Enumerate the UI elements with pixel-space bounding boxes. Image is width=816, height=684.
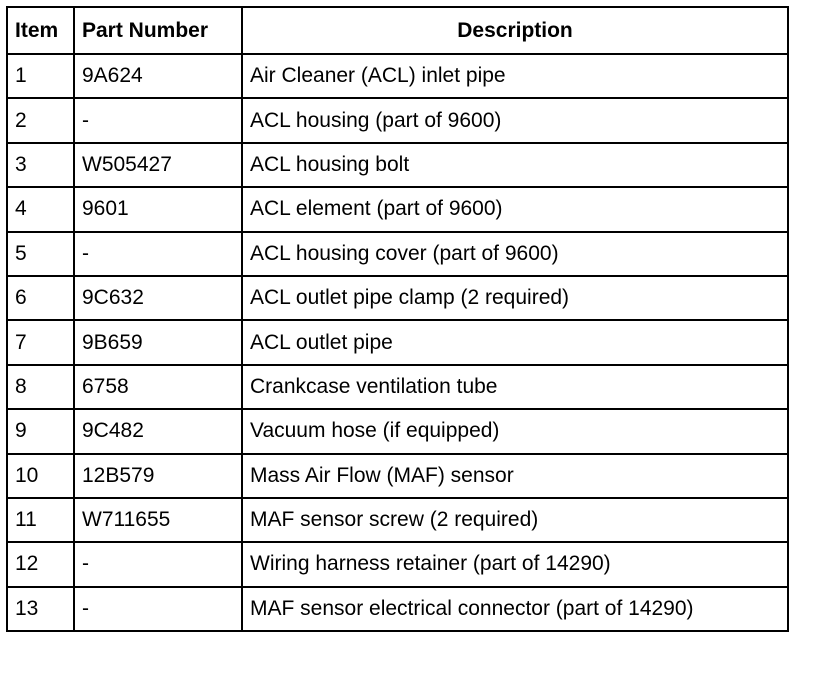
table-row: [7, 143, 788, 187]
cell-part-number: 12B579: [74, 454, 242, 498]
cell-part-number: W505427: [74, 143, 242, 187]
cell-description: Crankcase ventilation tube: [242, 365, 788, 409]
cell-part-number: 9C632: [74, 276, 242, 320]
cell-part-number: -: [74, 232, 242, 276]
cell-item: 1: [7, 54, 74, 98]
cell-item: 3: [7, 143, 74, 187]
cell-description: ACL housing cover (part of 9600): [242, 232, 788, 276]
cell-description: MAF sensor electrical connector (part of 14290): [242, 587, 788, 631]
table-row: [7, 320, 788, 364]
cell-item: 10: [7, 454, 74, 498]
table-row: [7, 587, 788, 631]
header-description: Description: [242, 7, 788, 54]
cell-item: 13: [7, 587, 74, 631]
cell-description: MAF sensor screw (2 required): [242, 498, 788, 542]
cell-part-number: W711655: [74, 498, 242, 542]
cell-description: ACL housing (part of 9600): [242, 98, 788, 142]
cell-item: 4: [7, 187, 74, 231]
cell-item: 6: [7, 276, 74, 320]
table-header: [7, 7, 788, 54]
cell-part-number: 9A624: [74, 54, 242, 98]
cell-description: ACL outlet pipe: [242, 320, 788, 364]
table-row: [7, 98, 788, 142]
parts-table: [6, 6, 789, 632]
table-row: [7, 232, 788, 276]
cell-description: Vacuum hose (if equipped): [242, 409, 788, 453]
cell-item: 5: [7, 232, 74, 276]
cell-part-number: -: [74, 542, 242, 586]
cell-item: 7: [7, 320, 74, 364]
cell-description: ACL outlet pipe clamp (2 required): [242, 276, 788, 320]
table-row: [7, 409, 788, 453]
table-row: [7, 276, 788, 320]
table-body: [7, 54, 788, 631]
table-row: [7, 454, 788, 498]
table-row: [7, 187, 788, 231]
cell-item: 12: [7, 542, 74, 586]
cell-description: ACL housing bolt: [242, 143, 788, 187]
cell-description: Air Cleaner (ACL) inlet pipe: [242, 54, 788, 98]
cell-description: Mass Air Flow (MAF) sensor: [242, 454, 788, 498]
cell-part-number: 6758: [74, 365, 242, 409]
cell-item: 9: [7, 409, 74, 453]
table-row: [7, 365, 788, 409]
header-part-number: Part Number: [74, 7, 242, 54]
cell-description: ACL element (part of 9600): [242, 187, 788, 231]
cell-item: 2: [7, 98, 74, 142]
cell-part-number: 9B659: [74, 320, 242, 364]
table-row: [7, 54, 788, 98]
table-row: [7, 542, 788, 586]
cell-part-number: 9C482: [74, 409, 242, 453]
cell-item: 8: [7, 365, 74, 409]
cell-part-number: 9601: [74, 187, 242, 231]
cell-description: Wiring harness retainer (part of 14290): [242, 542, 788, 586]
table-row: [7, 498, 788, 542]
cell-part-number: -: [74, 587, 242, 631]
header-row: [7, 7, 788, 54]
cell-part-number: -: [74, 98, 242, 142]
cell-item: 11: [7, 498, 74, 542]
header-item: Item: [7, 7, 74, 54]
